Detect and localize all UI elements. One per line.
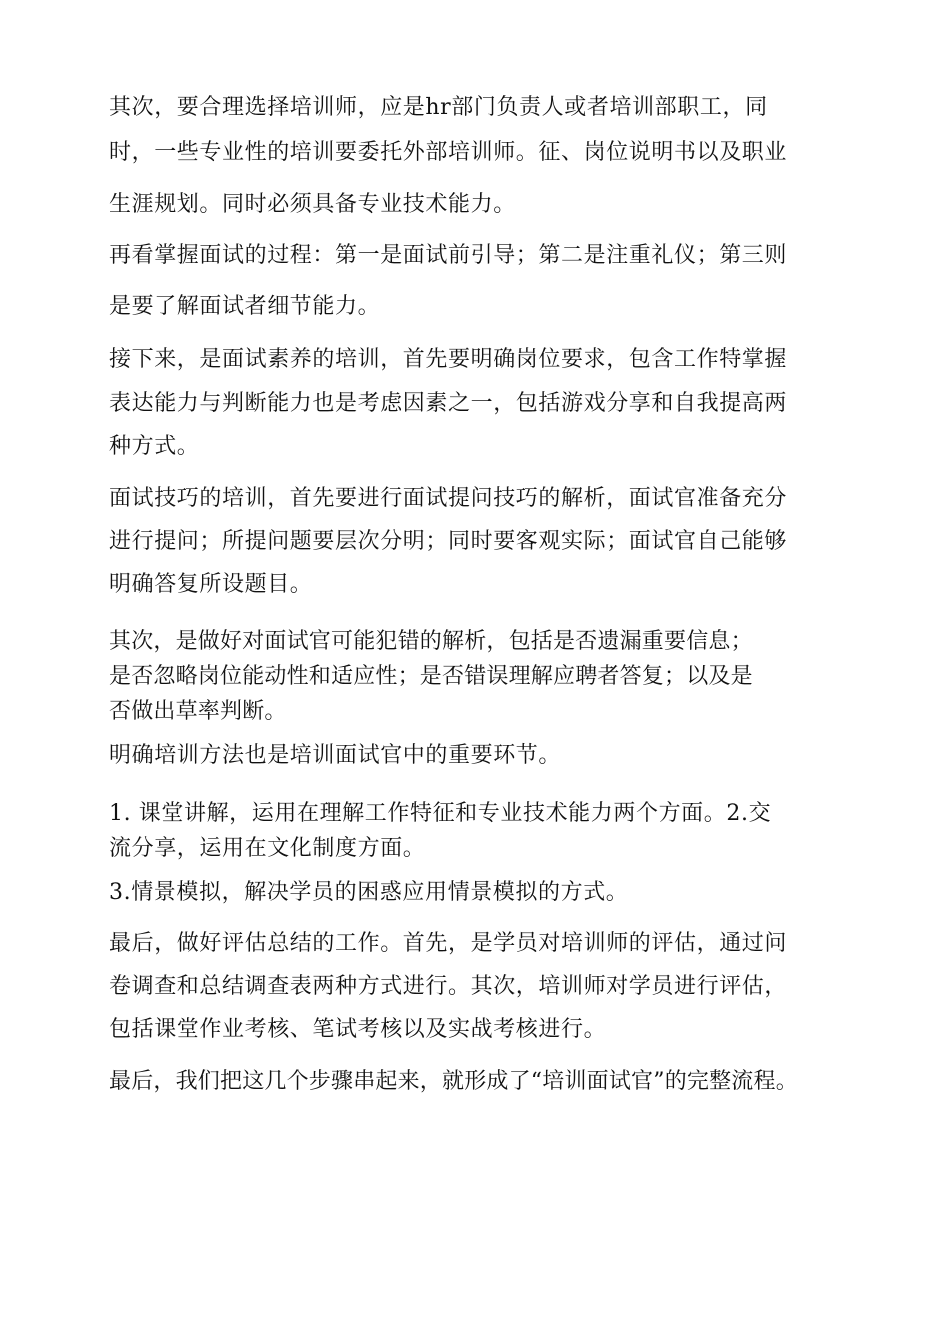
text-line: 生涯规划。同时必须具备专业技术能力。 [109, 192, 516, 217]
text-line: 1. 课堂讲解，运用在理解工作特征和专业技术能力两个方面。2.交 [109, 801, 772, 826]
text-line: 再看掌握面试的过程：第一是面试前引导；第二是注重礼仪；第三则 [109, 243, 788, 268]
text-line: 包括课堂作业考核、笔试考核以及实战考核进行。 [109, 1017, 607, 1042]
text-line: 最后，我们把这几个步骤串起来，就形成了“培训面试官”的完整流程。 [109, 1069, 798, 1094]
text-line: 面试技巧的培训，首先要进行面试提问技巧的解析，面试官准备充分 [109, 486, 788, 511]
text-line: 其次，要合理选择培训师，应是hr部门负责人或者培训部职工，同 [109, 95, 768, 120]
text-line: 时，一些专业性的培训要委托外部培训师。征、岗位说明书以及职业 [109, 140, 788, 165]
text-line: 接下来，是面试素养的培训，首先要明确岗位要求，包含工作特掌握 [109, 347, 788, 372]
text-line: 表达能力与判断能力也是考虑因素之一，包括游戏分享和自我提高两 [109, 391, 788, 416]
text-line: 否做出草率判断。 [109, 699, 287, 724]
text-line: 其次，是做好对面试官可能犯错的解析，包括是否遗漏重要信息； [109, 629, 753, 654]
text-line: 明确答复所设题目。 [109, 572, 313, 597]
text-line: 明确培训方法也是培训面试官中的重要环节。 [109, 743, 562, 768]
text-line: 3.情景模拟，解决学员的困惑应用情景模拟的方式。 [109, 880, 629, 905]
text-line: 是要了解面试者细节能力。 [109, 294, 381, 319]
text-line: 是否忽略岗位能动性和适应性；是否错误理解应聘者答复；以及是 [109, 664, 753, 689]
text-line: 进行提问；所提问题要层次分明；同时要客观实际；面试官自己能够 [109, 529, 788, 554]
text-line: 流分享，运用在文化制度方面。 [109, 836, 426, 861]
text-line: 种方式。 [109, 434, 200, 459]
text-line: 最后，做好评估总结的工作。首先，是学员对培训师的评估，通过问 [109, 931, 788, 956]
text-line: 卷调查和总结调查表两种方式进行。其次，培训师对学员进行评估， [109, 974, 788, 999]
